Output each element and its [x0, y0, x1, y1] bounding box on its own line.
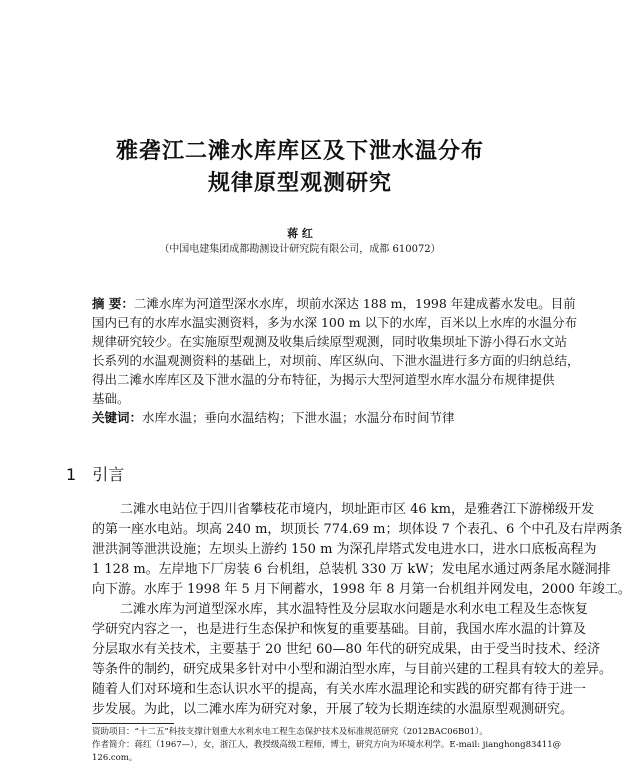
abstract-line: 基础。 [92, 391, 130, 406]
abstract-line: 二滩水库为河道型深水水库，坝前水深达 188 m，1998 年建成蓄水发电。目前 [133, 296, 576, 311]
paper-title-line-1: 雅砻江二滩水库库区及下泄水温分布 [115, 139, 484, 164]
footnote-divider [92, 723, 174, 724]
body-line: 二滩水电站位于四川省攀枝花市境内，坝址距市区 46 km，是雅砻江下游梯级开发 [120, 502, 595, 517]
abstract-line: 规律研究较少。在实施原型观测及收集后续原型观测，同时收集坝址下游小得石水文站 [92, 334, 568, 349]
body-line: 随着人们对环境和生态认识水平的提高，有关水库水温理论和实践的研究都有待于进一 [92, 682, 587, 697]
body-line: 向下游。水库于 1998 年 5 月下闸蓄水，1998 年 8 月第一台机组并网发电，2000 年竣工。 [92, 582, 631, 597]
section-number: 1 [66, 465, 77, 484]
abstract-line: 得出二滩水库库区及下泄水温的分布特征，为揭示大型河道型水库水温分布规律提供 [92, 372, 555, 387]
keywords-label: 关键词： [92, 410, 143, 425]
keywords [92, 408, 528, 427]
footnote-email-cont: 126.com。 [92, 753, 138, 763]
body-line: 步发展。为此，以二滩水库为研究对象，开展了较为长期连续的水温原型观测研究。 [92, 702, 574, 717]
section-title: 引言 [92, 465, 125, 484]
body-line: 泄洪洞等泄洪设施；左坝头上游约 150 m 为深孔岸塔式发电进水口，进水口底板高程为 [92, 542, 597, 557]
body-line: 分层取水有关技术，主要基于 20 世纪 60—80 年代的研究成果，由于受当时技术、经济 [92, 642, 601, 657]
body-line: 1 128 m。左岸地下厂房装 6 台机组，总装机 330 万 kW；发电尾水通过两条尾水隧洞排 [92, 562, 611, 577]
abstract-line: 国内已有的水库水温实测资料，多为水深 100 m 以下的水库，百米以上水库的水温分布 [92, 315, 578, 330]
body-line: 学研究内容之一，也是进行生态保护和恢复的重要基础。目前，我国水库水温的计算及 [92, 622, 587, 637]
author: 蒋 红 [287, 227, 313, 240]
keywords-text: 水库水温；垂向水温结构；下泄水温；水温分布时间节律 [142, 410, 455, 425]
body-line: 等条件的制约，研究成果多针对中小型和湖泊型水库，与目前兴建的工程具有较大的差异。 [92, 662, 613, 677]
section-heading [66, 462, 124, 485]
paper-title-line-2: 规律原型观测研究 [207, 171, 392, 196]
abstract-line: 长系列的水温观测资料的基础上，对坝前、库区纵向、下泄水温进行多方面的归纳总结， [92, 353, 580, 368]
footnote-funding: 资助项目：“十二五”科技支撑计划重大水利水电工程生态保护技术及标准规范研究（2012BAC06B01）。 [92, 727, 488, 737]
body-line: 的第一座水电站。坝高 240 m，坝顶长 774.69 m；坝体设 7 个表孔、6 个中孔及右岸两条 [92, 522, 623, 537]
footnote-author-bio: 作者简介：蒋红（1967—），女，浙江人，教授级高级工程师，博士，研究方向为环境水利学。E-mail: jianghong83411@ [92, 740, 562, 750]
abstract-label: 摘 要： [92, 296, 134, 311]
affiliation: （中国电建集团成都勘测设计研究院有限公司，成都 610072） [159, 244, 441, 255]
body-line: 二滩水库为河道型深水库，其水温特性及分层取水问题是水利水电工程及生态恢复 [120, 602, 589, 617]
